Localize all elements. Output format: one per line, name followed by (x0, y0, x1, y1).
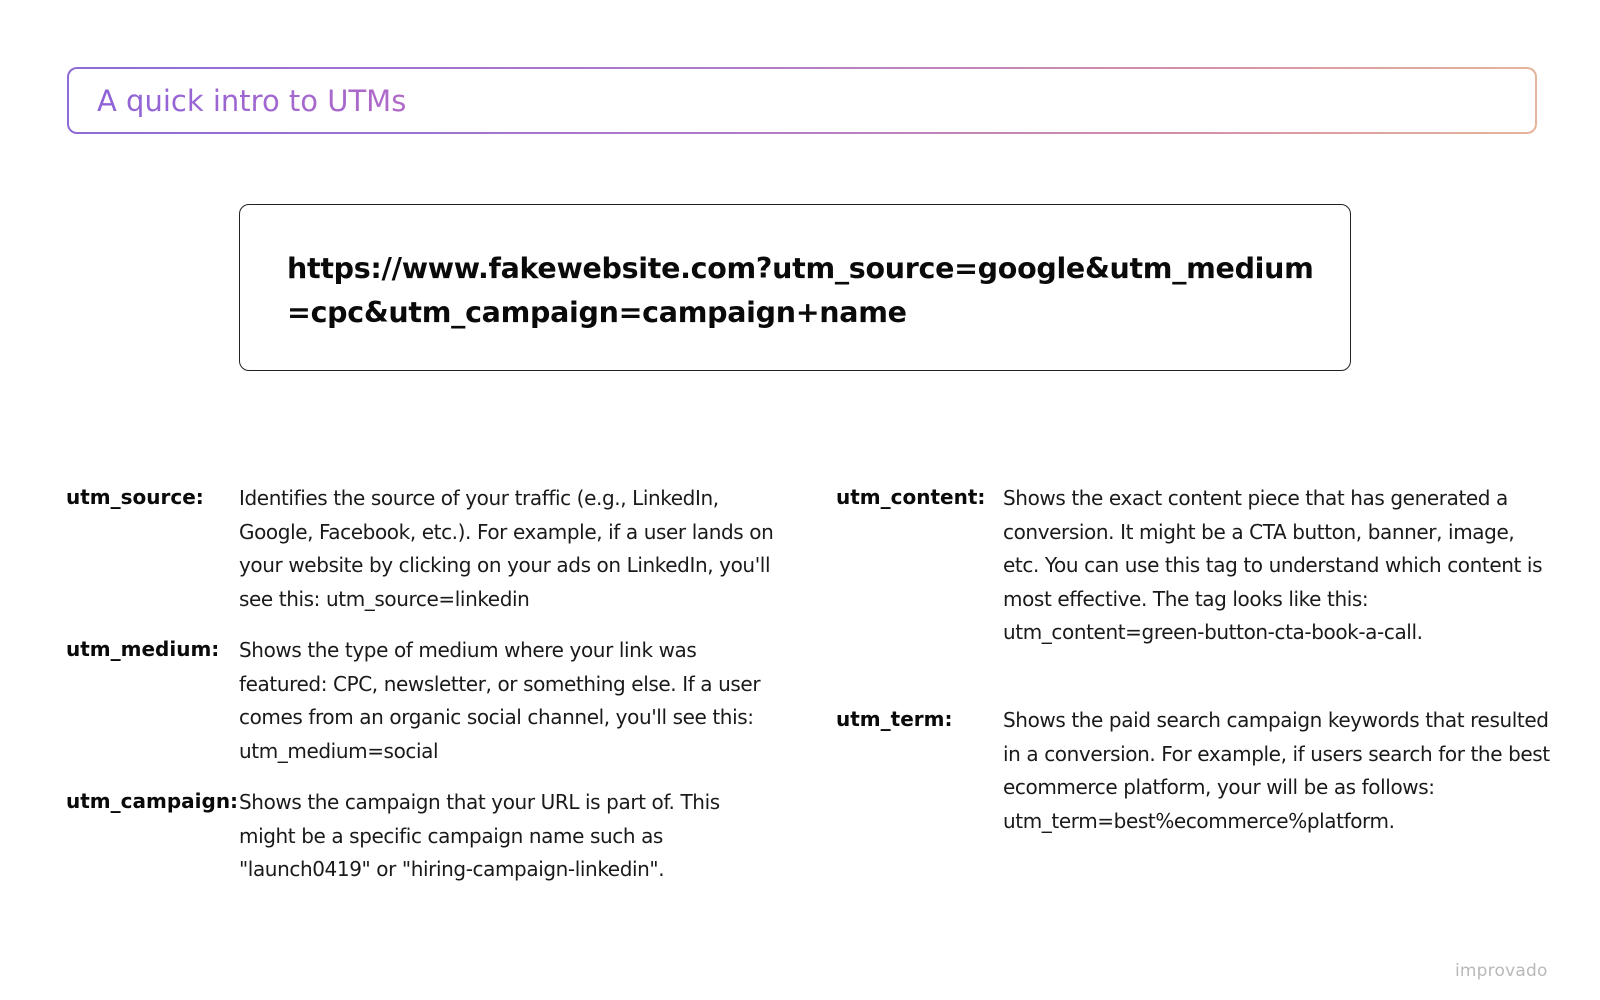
page-title: A quick intro to UTMs (97, 83, 407, 118)
definition-utm-campaign (66, 786, 806, 896)
term-description: Identifies the source of your traffic (e.g., LinkedIn, Google, Facebook, etc.). For example, if a user lands on your website by clicking on your ads on LinkedIn, you'll see this: utm_source=linkedin (239, 486, 774, 611)
term-label: utm_campaign: (66, 789, 239, 813)
term-description: Shows the campaign that your URL is part of. This might be a specific campaign name such as "launch0419" or "hiring-campaign-linkedin". (239, 790, 720, 881)
definition-utm-medium (66, 634, 806, 774)
term-description: Shows the type of medium where your link was featured: CPC, newsletter, or something else. If a user comes from an organic social channel, you'll see this: utm_medium=social (239, 638, 761, 763)
term-label: utm_term: (836, 707, 953, 731)
definition-utm-term (836, 704, 1556, 879)
term-description: Shows the exact content piece that has generated a conversion. It might be a CTA button, banner, image, etc. You can use this tag to understand which content is most effective. The tag looks like this: utm_content=green-button-cta-book-a-call. (1003, 486, 1543, 644)
brand-logo-text: improvado (1455, 961, 1548, 981)
left-definitions (66, 0, 826, 1000)
term-description: Shows the paid search campaign keywords that resulted in a conversion. For example, if users search for the best ecommerce platform, your will be as follows: utm_term=best%ecommerce%platform. (1003, 708, 1550, 833)
right-definitions (836, 0, 1576, 1000)
term-label: utm_source: (66, 485, 204, 509)
definition-utm-content (836, 482, 1556, 652)
definition-utm-source (66, 482, 806, 622)
term-label: utm_medium: (66, 637, 220, 661)
term-label: utm_content: (836, 485, 986, 509)
example-url: https://www.fakewebsite.com?utm_source=google&utm_medium=cpc&utm_campaign=campaign+name (287, 252, 1314, 329)
